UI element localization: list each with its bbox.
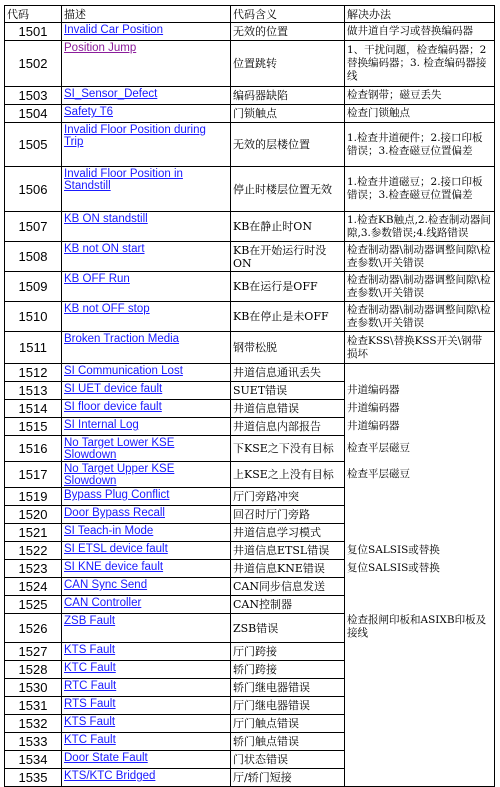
row-code: 1508 <box>5 242 62 272</box>
row-meaning: 轿门继电器错误 <box>231 679 345 697</box>
row-meaning: 井道信息KNE错误 <box>231 560 345 578</box>
row-description-link[interactable]: ZSB Fault <box>64 615 116 627</box>
row-code: 1515 <box>5 418 62 436</box>
row-solution <box>345 733 495 751</box>
table-row <box>5 302 495 332</box>
row-meaning: 回召时厅门旁路 <box>231 506 345 524</box>
row-code: 1534 <box>5 751 62 769</box>
row-code: 1509 <box>5 272 62 302</box>
row-description-link[interactable]: No Target Upper KSE Slowdown <box>64 463 175 487</box>
table-row <box>5 488 495 506</box>
row-meaning: 无效的位置 <box>231 23 345 41</box>
table-row <box>5 697 495 715</box>
row-description-link[interactable]: Broken Traction Media <box>64 333 180 345</box>
table-row <box>5 560 495 578</box>
row-solution: 检查KSS\替换KSS开关\钢带损坏 <box>345 332 495 364</box>
row-meaning: 厅门继电器错误 <box>231 697 345 715</box>
header-description: 描述 <box>62 6 231 23</box>
row-description-link[interactable]: SI KNE device fault <box>64 561 164 573</box>
row-solution <box>345 596 495 614</box>
row-description-link[interactable]: KTS/KTC Bridged <box>64 770 156 782</box>
row-description-link[interactable]: KTC Fault <box>64 662 116 674</box>
table-row <box>5 23 495 41</box>
row-description-link[interactable]: KTS Fault <box>64 644 116 656</box>
row-solution <box>345 769 495 787</box>
row-meaning: 门锁触点 <box>231 105 345 123</box>
table-row <box>5 332 495 364</box>
row-meaning: 编码器缺陷 <box>231 87 345 105</box>
row-description-link[interactable]: Position Jump <box>64 42 137 54</box>
row-solution <box>345 643 495 661</box>
row-solution <box>345 524 495 542</box>
table-row <box>5 105 495 123</box>
error-code-table-container <box>4 5 494 787</box>
row-solution <box>345 679 495 697</box>
row-meaning: KB在静止时ON <box>231 212 345 242</box>
row-meaning: 井道信息内部报告 <box>231 418 345 436</box>
row-code: 1501 <box>5 23 62 41</box>
table-row <box>5 524 495 542</box>
row-solution: 井道编码器 <box>345 382 495 400</box>
row-solution: 复位SALSIS或替换 <box>345 560 495 578</box>
table-row <box>5 41 495 87</box>
row-code: 1528 <box>5 661 62 679</box>
row-meaning: 钢带松脱 <box>231 332 345 364</box>
row-code: 1519 <box>5 488 62 506</box>
table-row <box>5 87 495 105</box>
table-row <box>5 506 495 524</box>
table-row <box>5 614 495 643</box>
table-row <box>5 462 495 488</box>
row-meaning: 厅门旁路冲突 <box>231 488 345 506</box>
row-solution: 检查报闸印板和ASIXB印板及接线 <box>345 614 495 643</box>
row-meaning: KB在开始运行时没ON <box>231 242 345 272</box>
row-description-link[interactable]: KB not OFF stop <box>64 303 150 315</box>
row-code: 1514 <box>5 400 62 418</box>
row-code: 1505 <box>5 123 62 167</box>
row-solution <box>345 697 495 715</box>
row-description-link[interactable]: Bypass Plug Conflict <box>64 489 170 501</box>
row-code: 1535 <box>5 769 62 787</box>
row-code: 1507 <box>5 212 62 242</box>
error-code-table <box>4 5 495 787</box>
row-description-link[interactable]: KB not ON start <box>64 243 145 255</box>
row-solution <box>345 715 495 733</box>
row-code: 1533 <box>5 733 62 751</box>
table-row <box>5 364 495 382</box>
table-header-row <box>5 6 495 23</box>
row-code: 1503 <box>5 87 62 105</box>
table-row <box>5 123 495 167</box>
row-solution: 井道编码器 <box>345 400 495 418</box>
row-code: 1516 <box>5 436 62 462</box>
row-meaning: CAN控制器 <box>231 596 345 614</box>
row-description-link[interactable]: SI floor device fault <box>64 401 162 413</box>
row-solution: 检查制动器\制动器调整间隙\检查参数\开关错误 <box>345 242 495 272</box>
row-code: 1532 <box>5 715 62 733</box>
table-row <box>5 242 495 272</box>
row-meaning: 位置跳转 <box>231 41 345 87</box>
row-solution <box>345 364 495 382</box>
table-row <box>5 733 495 751</box>
row-description-link[interactable]: Door State Fault <box>64 752 148 764</box>
table-row <box>5 596 495 614</box>
table-row <box>5 212 495 242</box>
row-meaning: 厅门触点错误 <box>231 715 345 733</box>
row-code: 1526 <box>5 614 62 643</box>
row-meaning: 井道信息学习模式 <box>231 524 345 542</box>
row-code: 1525 <box>5 596 62 614</box>
row-meaning: 停止时楼层位置无效 <box>231 167 345 212</box>
row-description-link[interactable]: SI ETSL device fault <box>64 543 168 555</box>
row-solution <box>345 506 495 524</box>
row-meaning: CAN同步信息发送 <box>231 578 345 596</box>
row-code: 1522 <box>5 542 62 560</box>
table-row <box>5 679 495 697</box>
row-code: 1531 <box>5 697 62 715</box>
row-code: 1530 <box>5 679 62 697</box>
row-meaning: 下KSE之下没有目标 <box>231 436 345 462</box>
row-solution: 井道编码器 <box>345 418 495 436</box>
row-description-link[interactable]: Invalid Floor Position in Standstill <box>64 168 183 192</box>
row-description-link[interactable]: SI Internal Log <box>64 419 139 431</box>
row-code: 1502 <box>5 41 62 87</box>
row-description-link[interactable]: SI UET device fault <box>64 383 163 395</box>
table-row <box>5 382 495 400</box>
row-meaning: KB在停止是未OFF <box>231 302 345 332</box>
row-code: 1520 <box>5 506 62 524</box>
row-solution: 检查平层磁豆 <box>345 436 495 462</box>
row-code: 1506 <box>5 167 62 212</box>
row-meaning: ZSB错误 <box>231 614 345 643</box>
row-solution: 复位SALSIS或替换 <box>345 542 495 560</box>
row-meaning: 轿门触点错误 <box>231 733 345 751</box>
header-code: 代码 <box>5 6 62 23</box>
row-description-link[interactable]: No Target Lower KSE Slowdown <box>64 437 175 461</box>
row-description-link[interactable]: KB ON standstill <box>64 213 148 225</box>
table-row <box>5 751 495 769</box>
row-meaning: 厅/轿门短接 <box>231 769 345 787</box>
row-solution: 1.检查井道硬件；2.接口印板错误；3.检查磁豆位置偏差 <box>345 123 495 167</box>
row-description-link[interactable]: Invalid Floor Position during Trip <box>64 124 206 148</box>
row-code: 1512 <box>5 364 62 382</box>
row-description-link[interactable]: RTS Fault <box>64 698 116 710</box>
row-meaning: 门状态错误 <box>231 751 345 769</box>
table-row <box>5 715 495 733</box>
row-meaning: KB在运行是OFF <box>231 272 345 302</box>
row-solution <box>345 488 495 506</box>
table-row <box>5 578 495 596</box>
row-meaning: 井道信息ETSL错误 <box>231 542 345 560</box>
row-description-link[interactable]: Safety T6 <box>64 106 114 118</box>
row-solution: 1.检查井道磁豆；2.接口印板错误；3.检查磁豆位置偏差 <box>345 167 495 212</box>
row-code: 1511 <box>5 332 62 364</box>
row-code: 1513 <box>5 382 62 400</box>
table-row <box>5 643 495 661</box>
row-solution <box>345 578 495 596</box>
row-code: 1510 <box>5 302 62 332</box>
table-row <box>5 400 495 418</box>
table-row <box>5 769 495 787</box>
row-description-link[interactable]: Door Bypass Recall <box>64 507 165 519</box>
row-code: 1524 <box>5 578 62 596</box>
row-code: 1517 <box>5 462 62 488</box>
row-description-link[interactable]: RTC Fault <box>64 680 117 692</box>
table-row <box>5 542 495 560</box>
row-solution: 1.检查KB触点,2.检查制动器间隙,3.参数错误;4.线路错误 <box>345 212 495 242</box>
table-row <box>5 661 495 679</box>
row-code: 1527 <box>5 643 62 661</box>
row-description-link[interactable]: KTS Fault <box>64 716 116 728</box>
row-description-link[interactable]: Invalid Car Position <box>64 24 164 36</box>
row-meaning: 上KSE之上没有目标 <box>231 462 345 488</box>
row-meaning: 厅门跨接 <box>231 643 345 661</box>
header-solution: 解决办法 <box>345 6 495 23</box>
table-row <box>5 436 495 462</box>
row-code: 1504 <box>5 105 62 123</box>
row-solution: 检查平层磁豆 <box>345 462 495 488</box>
row-description-link[interactable]: SI_Sensor_Defect <box>64 88 158 100</box>
row-description-link[interactable]: CAN Sync Send <box>64 579 148 591</box>
row-solution: 做井道自学习或替换编码器 <box>345 23 495 41</box>
row-solution <box>345 661 495 679</box>
table-row <box>5 418 495 436</box>
row-code: 1521 <box>5 524 62 542</box>
row-solution: 检查门锁触点 <box>345 105 495 123</box>
header-meaning: 代码含义 <box>231 6 345 23</box>
row-meaning: 无效的层楼位置 <box>231 123 345 167</box>
row-description-link[interactable]: KB OFF Run <box>64 273 130 285</box>
row-meaning: SUET错误 <box>231 382 345 400</box>
row-description-link[interactable]: SI Teach-in Mode <box>64 525 154 537</box>
row-description-link[interactable]: SI Communication Lost <box>64 365 183 377</box>
row-description-link[interactable]: CAN Controller <box>64 597 142 609</box>
row-meaning: 轿门跨接 <box>231 661 345 679</box>
row-solution <box>345 751 495 769</box>
row-description-link[interactable]: KTC Fault <box>64 734 116 746</box>
row-code: 1523 <box>5 560 62 578</box>
row-solution: 1、干扰问题，检查编码器；2替换编码器；3. 检查编码器接线 <box>345 41 495 87</box>
row-solution: 检查制动器\制动器调整间隙\检查参数\开关错误 <box>345 302 495 332</box>
row-solution: 检查制动器\制动器调整间隙\检查参数\开关错误 <box>345 272 495 302</box>
row-meaning: 井道信息通讯丢失 <box>231 364 345 382</box>
table-row <box>5 272 495 302</box>
row-meaning: 井道信息错误 <box>231 400 345 418</box>
table-row <box>5 167 495 212</box>
row-solution: 检查钢带；磁豆丢失 <box>345 87 495 105</box>
